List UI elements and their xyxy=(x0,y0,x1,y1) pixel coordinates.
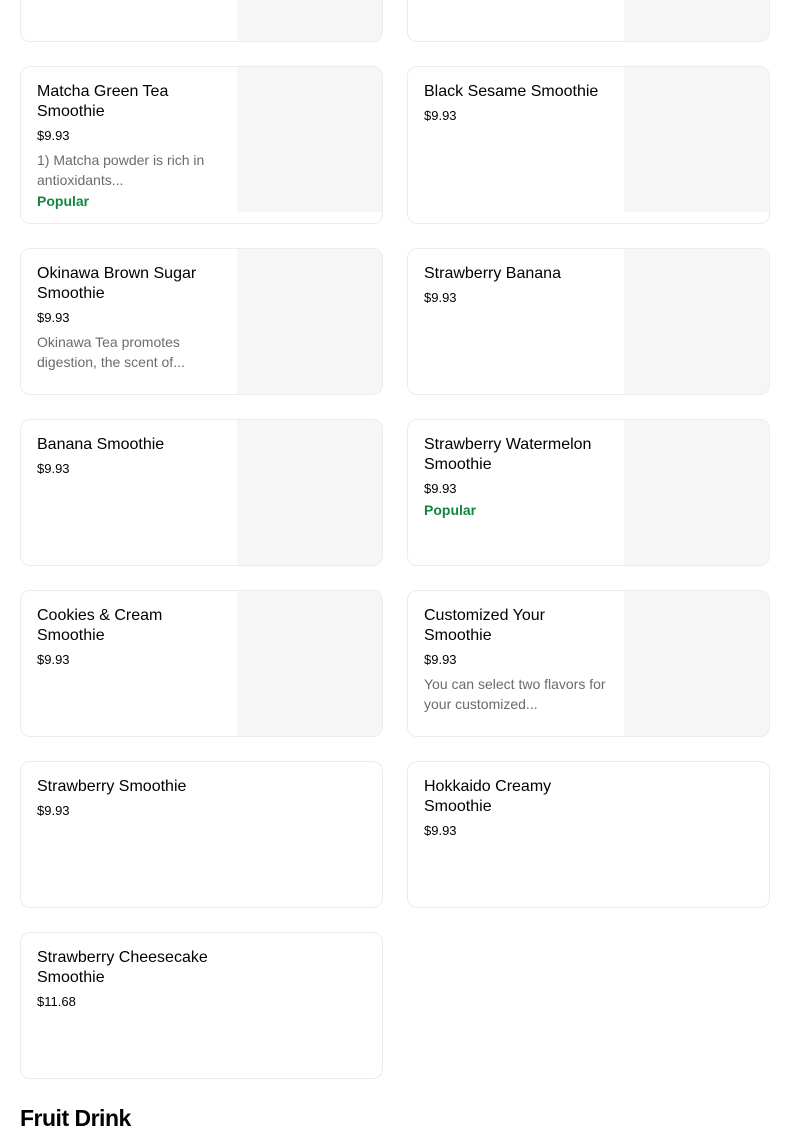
menu-item-card[interactable] xyxy=(20,932,383,1079)
menu-item-price: $9.93 xyxy=(424,823,457,838)
menu-item-price: $11.68 xyxy=(37,994,76,1009)
menu-item-price: $9.93 xyxy=(37,461,70,476)
menu-item-image xyxy=(624,420,770,565)
menu-item-card[interactable] xyxy=(407,419,770,566)
menu-item-image xyxy=(237,67,383,212)
menu-item-card[interactable] xyxy=(20,66,383,224)
menu-item-info xyxy=(37,605,222,669)
menu-item-name: Matcha Green Tea Smoothie xyxy=(37,83,169,120)
menu-item-card[interactable] xyxy=(20,761,383,908)
menu-item-price: $9.93 xyxy=(424,652,457,667)
menu-item-info xyxy=(424,81,609,125)
menu-item-image xyxy=(624,249,770,394)
menu-item-card-partial[interactable] xyxy=(407,0,770,42)
menu-item-price: $9.93 xyxy=(424,108,457,123)
menu-item-name: Hokkaido Creamy Smoothie xyxy=(424,778,552,815)
menu-item-price: $9.93 xyxy=(424,481,457,496)
menu-item-name: Strawberry Cheesecake Smoothie xyxy=(37,949,208,986)
section-title: Fruit Drink xyxy=(20,1105,131,1131)
menu-item-image xyxy=(624,67,770,212)
menu-item-info xyxy=(424,605,609,714)
menu-item-price: $9.93 xyxy=(37,652,70,667)
menu-item-image xyxy=(237,420,383,565)
menu-item-image xyxy=(237,591,383,736)
menu-item-price: $9.93 xyxy=(37,803,70,818)
menu-item-name: Black Sesame Smoothie xyxy=(424,83,599,100)
menu-item-description: Okinawa Tea promotes digestion, the scent of... xyxy=(37,334,185,370)
menu-item-card[interactable] xyxy=(20,248,383,395)
menu-item-price: $9.93 xyxy=(37,310,70,325)
menu-item-card[interactable] xyxy=(407,66,770,224)
menu-item-name: Strawberry Watermelon Smoothie xyxy=(424,436,592,473)
menu-item-name: Strawberry Banana xyxy=(424,265,561,282)
menu-item-name: Banana Smoothie xyxy=(37,436,165,453)
popular-badge: Popular xyxy=(424,502,477,518)
menu-item-card[interactable] xyxy=(20,419,383,566)
menu-item-card-partial[interactable] xyxy=(20,0,383,42)
menu-item-name: Cookies & Cream Smoothie xyxy=(37,607,163,644)
menu-item-info xyxy=(37,434,222,478)
menu-item-info xyxy=(37,81,222,211)
menu-item-price: $9.93 xyxy=(424,290,457,305)
menu-item-info xyxy=(37,263,222,372)
popular-badge: Popular xyxy=(37,193,90,209)
menu-item-card[interactable] xyxy=(407,590,770,737)
menu-item-info xyxy=(424,434,609,520)
menu-item-info xyxy=(37,947,222,1011)
menu-item-image xyxy=(624,591,770,736)
menu-item-info xyxy=(424,263,609,307)
menu-item-info xyxy=(424,776,609,840)
menu-item-image xyxy=(237,249,383,394)
menu-item-card[interactable] xyxy=(407,761,770,908)
menu-item-name: Okinawa Brown Sugar Smoothie xyxy=(37,265,197,302)
menu-item-price: $9.93 xyxy=(37,128,70,143)
menu-item-description: 1) Matcha powder is rich in antioxidants... xyxy=(37,152,205,188)
menu-item-image xyxy=(237,0,383,41)
menu-item-card[interactable] xyxy=(407,248,770,395)
menu-item-info xyxy=(37,776,222,820)
menu-item-description: You can select two flavors for your customized... xyxy=(424,676,606,712)
menu-item-name: Strawberry Smoothie xyxy=(37,778,187,795)
menu-item-image xyxy=(624,0,770,41)
menu-item-card[interactable] xyxy=(20,590,383,737)
menu-item-name: Customized Your Smoothie xyxy=(424,607,545,644)
